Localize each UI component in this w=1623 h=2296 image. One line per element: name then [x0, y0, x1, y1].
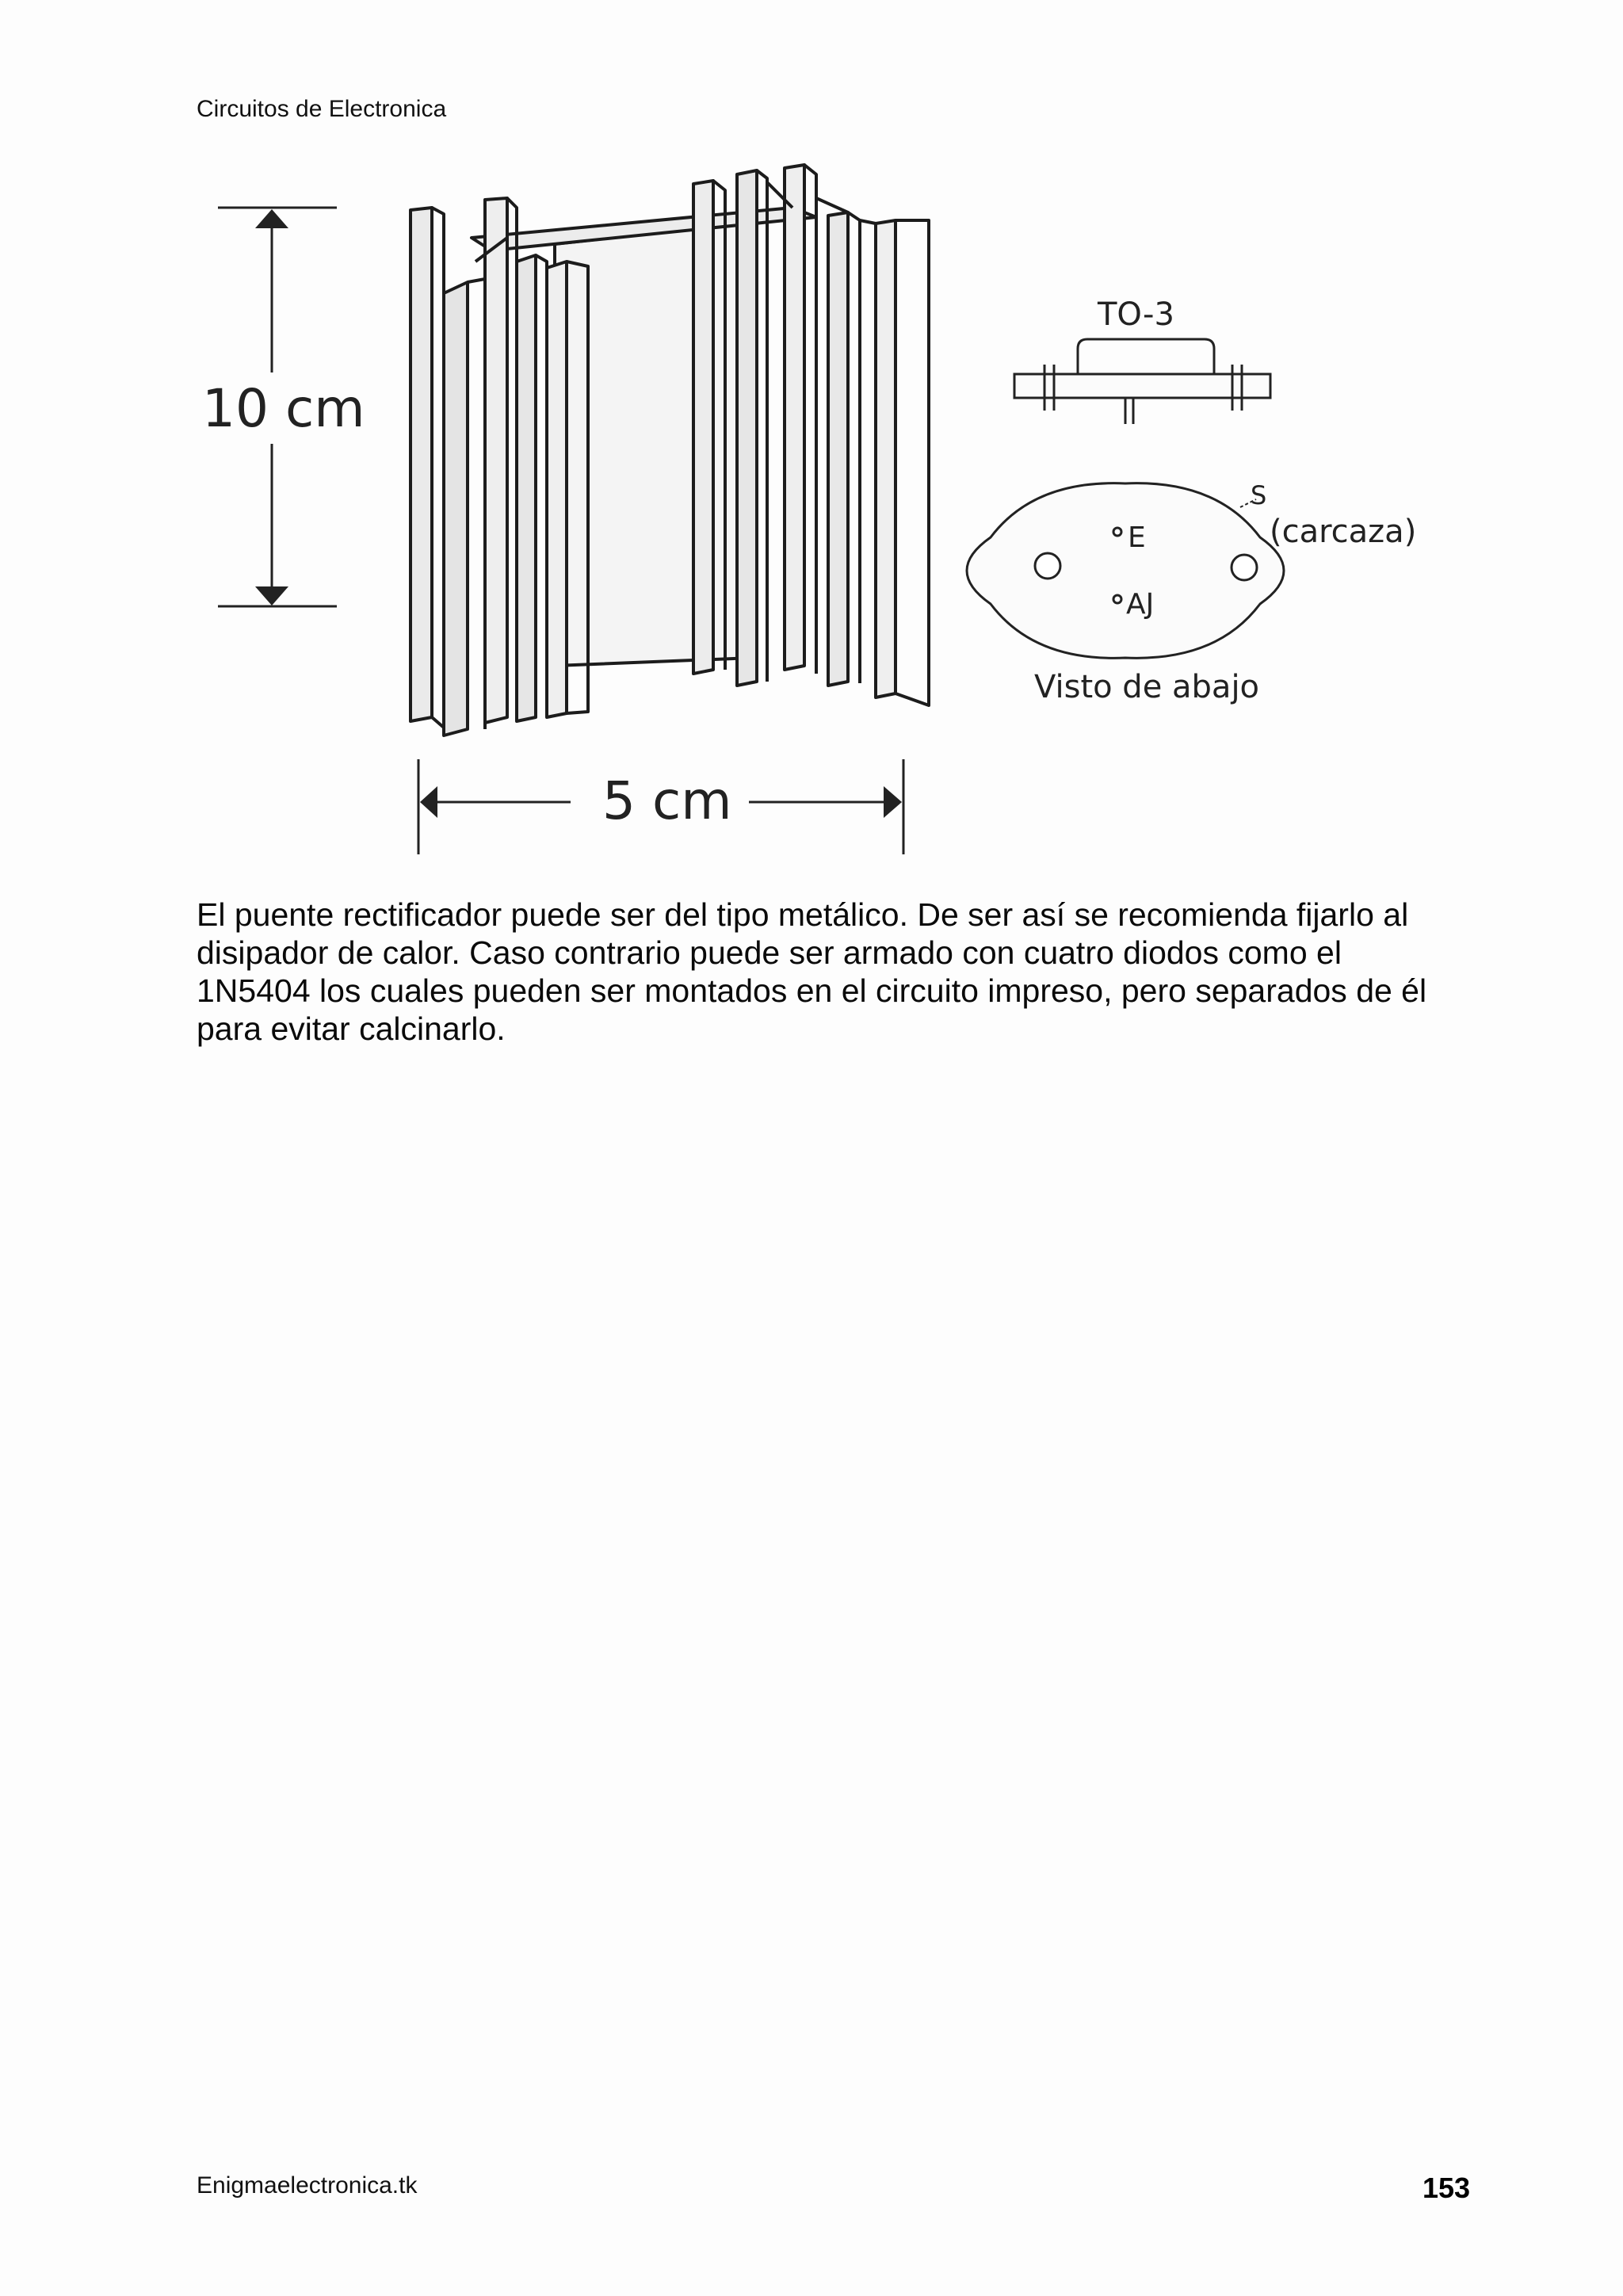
- pin-e-label: E: [1128, 521, 1146, 554]
- package-name: TO-3: [1098, 296, 1174, 333]
- pin-aj-icon: [1113, 595, 1121, 603]
- mounting-hole-left-icon: [1035, 553, 1060, 579]
- footer-site: Enigmaelectronica.tk: [197, 2172, 418, 2199]
- body-line: para evitar calcinarlo.: [197, 1010, 506, 1047]
- page-header: Circuitos de Electronica: [197, 96, 447, 122]
- width-label: 5 cm: [602, 770, 732, 831]
- body-paragraph: [197, 896, 1465, 1048]
- heatsink-body: [411, 165, 929, 735]
- heatsink-diagram: [190, 151, 1458, 864]
- to3-bottom-view: [967, 483, 1284, 659]
- body-line: El puente rectificador puede ser del tipo metálico. De ser así se recomienda fijarlo al: [197, 896, 1409, 933]
- heatsink-figure: [190, 151, 1458, 864]
- pin-e-icon: [1113, 528, 1121, 536]
- mounting-hole-right-icon: [1232, 555, 1257, 580]
- to3-side-view: [1014, 339, 1270, 424]
- page-number: 153: [1423, 2172, 1471, 2204]
- body-line: disipador de calor. Caso contrario puede ser armado con cuatro diodos como el: [197, 934, 1342, 971]
- height-label: 10 cm: [202, 378, 365, 439]
- case-pin-label: S: [1251, 480, 1267, 510]
- pin-aj-label: AJ: [1126, 588, 1155, 621]
- body-line: 1N5404 los cuales pueden ser montados en el circuito impreso, pero separados de él: [197, 972, 1427, 1009]
- case-label: (carcaza): [1270, 514, 1417, 550]
- view-label: Visto de abajo: [1034, 669, 1260, 705]
